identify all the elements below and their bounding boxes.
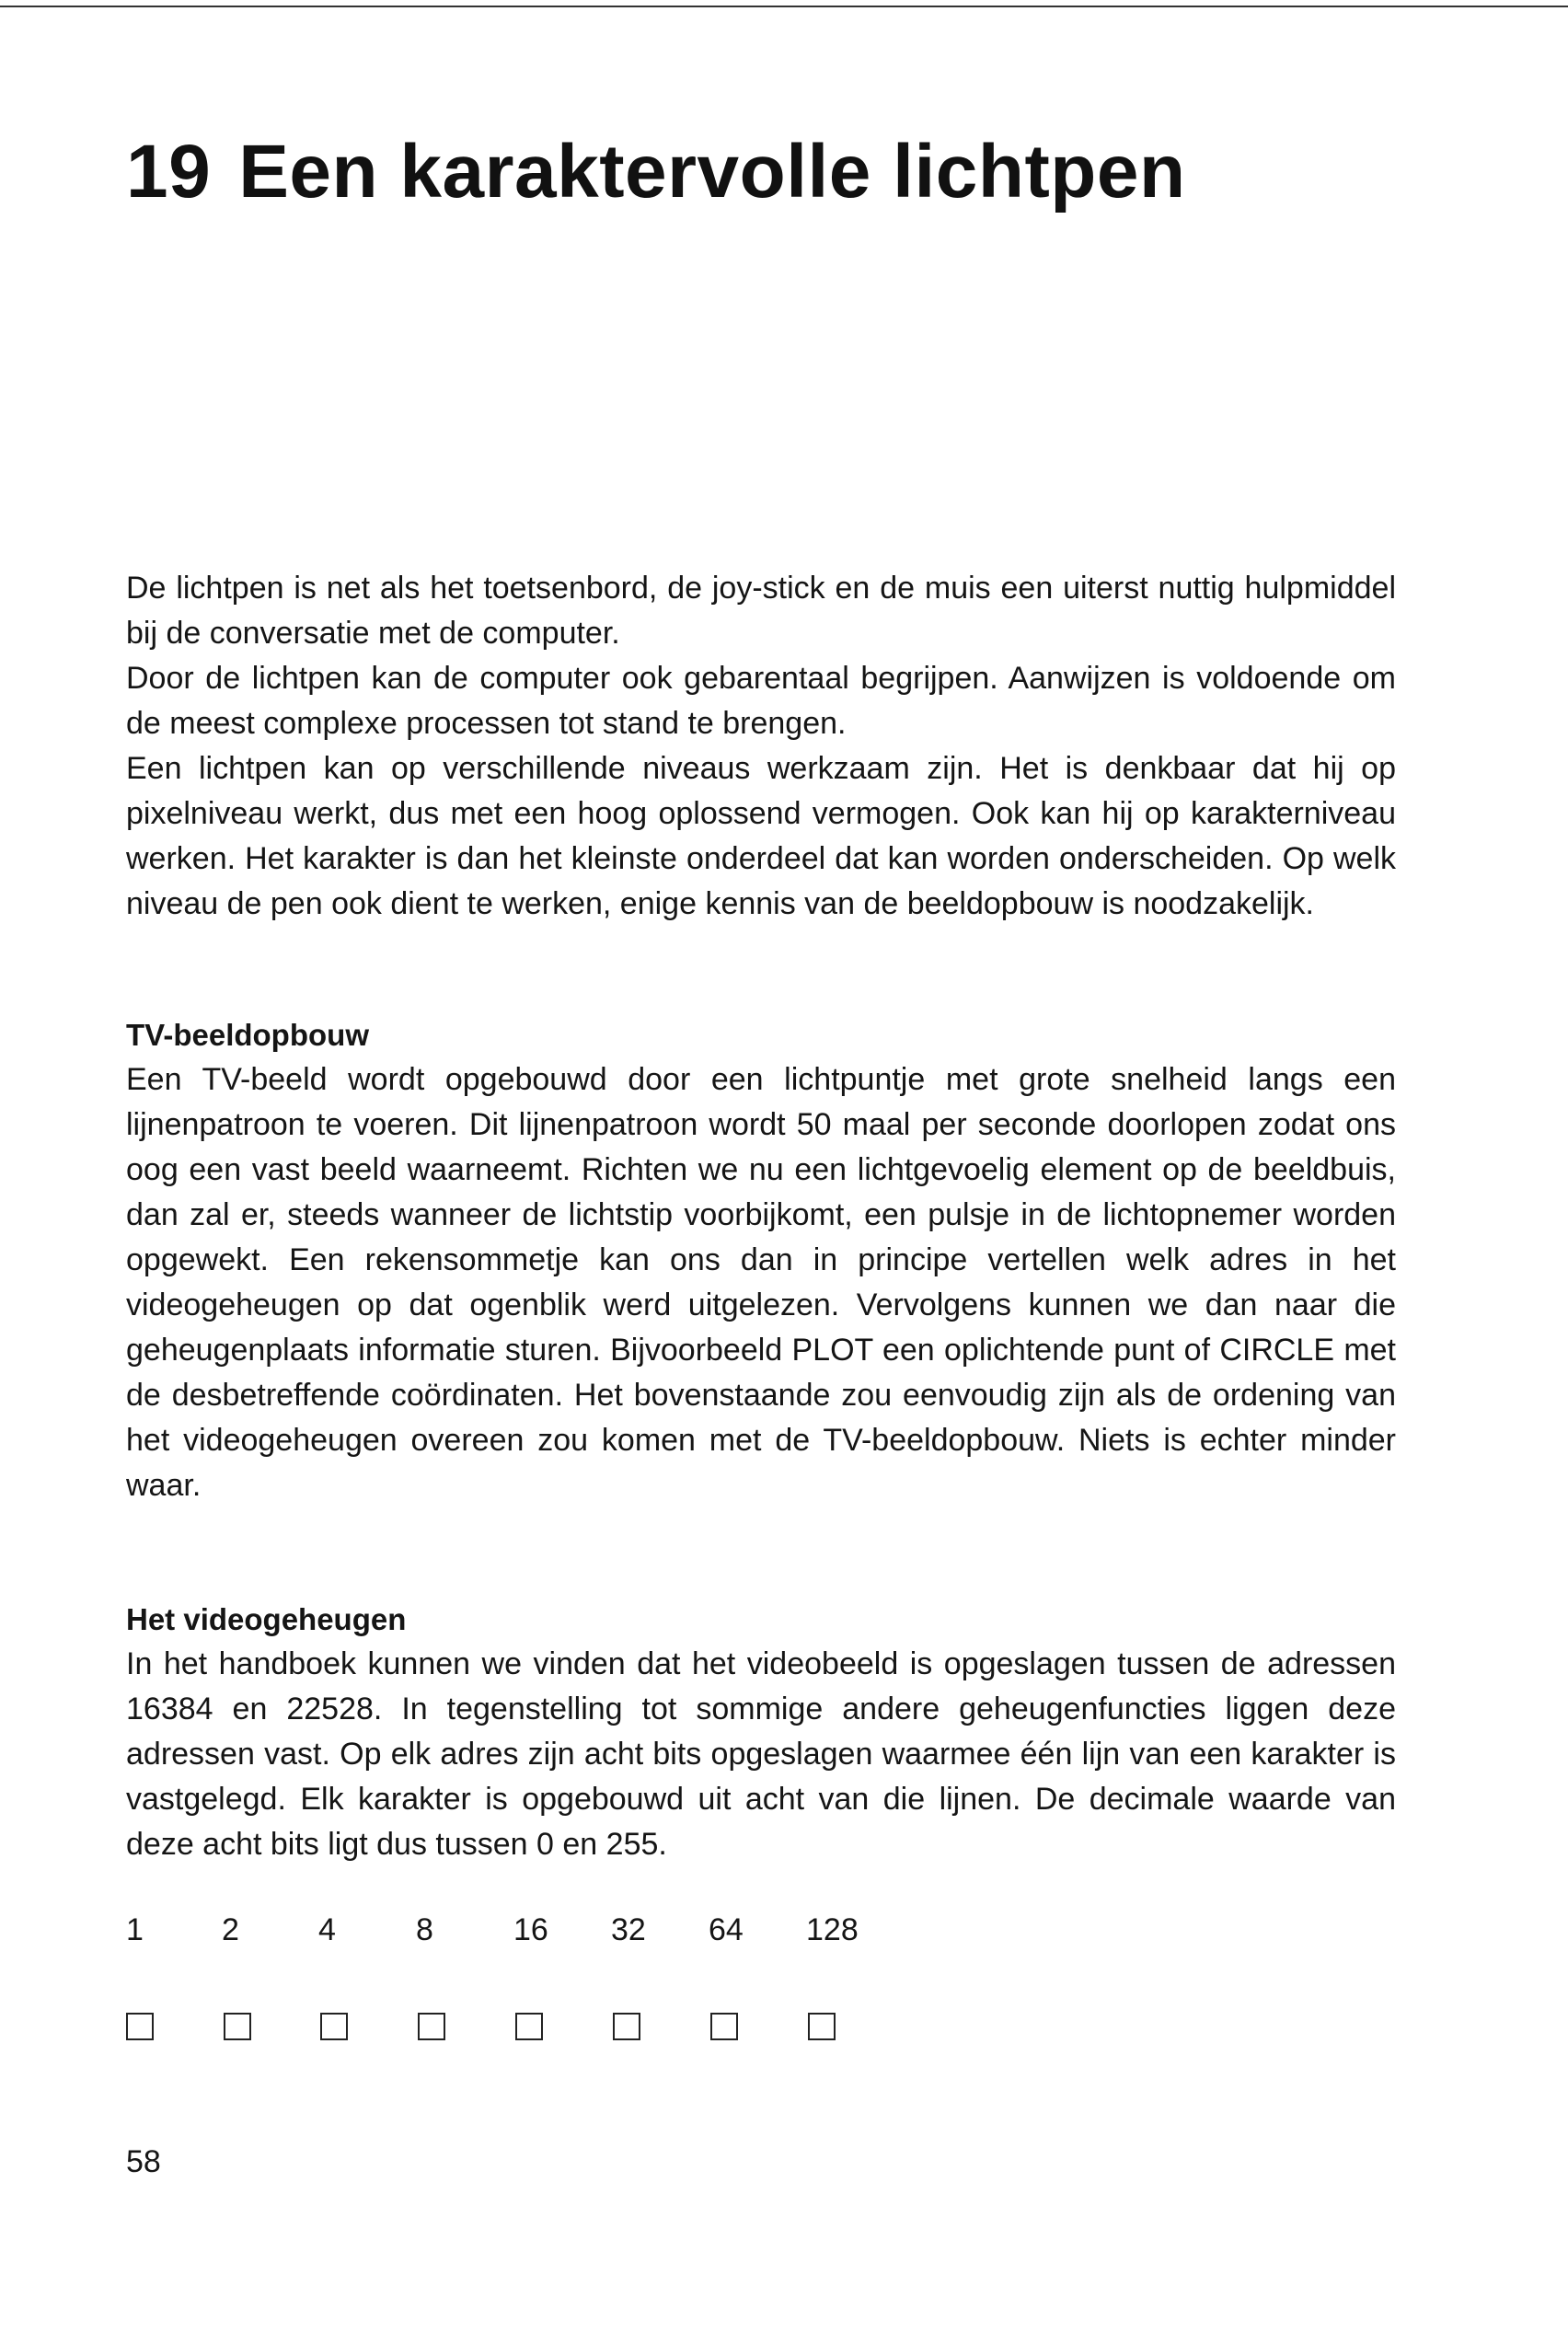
bit-value-label: 32 — [611, 1912, 646, 1947]
bit-box — [224, 2013, 251, 2040]
section-text-video: In het handboek kunnen we vinden dat het videobeeld is opgeslagen tussen de adressen 16384 en 22528. In tegenstelling tot sommige andere geheugenfuncties liggen deze adressen vast. Op elk adres zijn acht bits opgeslagen waarmee één lijn van een karakter is vastgelegd. Elk karakter is opgebouwd uit acht van die lijnen. De decimale waarde van deze acht bits ligt dus tussen 0 en 255. — [126, 1646, 1396, 1862]
bit-box — [320, 2013, 348, 2040]
chapter-title — [126, 129, 1186, 215]
intro-line-1: De lichtpen is net als het toetsenbord, de joy-stick en de muis een uiterst nuttig hulpmiddel bij de conversatie met de computer. — [126, 571, 1396, 651]
bit-value-label: 128 — [806, 1912, 859, 1947]
bit-value-label: 1 — [126, 1912, 144, 1947]
bit-value-label: 2 — [222, 1912, 239, 1947]
top-rule — [0, 6, 1568, 7]
section-heading-tv: TV-beeldopbouw — [126, 1018, 369, 1052]
section-tv-beeldopbouw — [126, 1012, 1396, 1508]
intro-line-2: Door de lichtpen kan de computer ook gebarentaal begrijpen. Aanwijzen is voldoende om de meest complexe processen tot stand te brengen. — [126, 661, 1396, 741]
bit-box — [418, 2013, 445, 2040]
bit-value-label: 64 — [709, 1912, 744, 1947]
page-number: 58 — [126, 2144, 161, 2179]
section-text-tv: Een TV-beeld wordt opgebouwd door een lichtpuntje met grote snelheid langs een lijnenpatroon te voeren. Dit lijnenpatroon wordt 50 maal per seconde doorlopen zodat ons oog een vast beeld waarneemt. Richten we nu een lichtgevoelig element op de beeldbuis, dan zal er, steeds wanneer de lichtstip voorbijkomt, een pulsje in de lichtopnemer worden opgewekt. Een rekensommetje kan ons dan in principe vertellen welk adres in het videogeheugen op dat ogenblik werd uitgelezen. Vervolgens kunnen we dan naar die geheugenplaats informatie sturen. Bijvoorbeeld PLOT een oplichtende punt of CIRCLE met de desbetreffende coördinaten. Het bovenstaande zou eenvoudig zijn als de ordening van het videogeheugen overeen zou komen met de TV-beeldopbouw. Niets is echter minder waar. — [126, 1062, 1396, 1503]
section-heading-video: Het videogeheugen — [126, 1602, 407, 1636]
bit-box — [808, 2013, 836, 2040]
intro-paragraph — [126, 566, 1396, 927]
chapter-title-text: Een karaktervolle lichtpen — [238, 130, 1186, 214]
bit-box — [710, 2013, 738, 2040]
intro-line-3: Een lichtpen kan op verschillende niveaus werkzaam zijn. Het is denkbaar dat hij op pixelniveau werkt, dus met een hoog oplossend vermogen. Ook kan hij op karakterniveau werken. Het karakter is dan het kleinste onderdeel dat kan worden onderscheiden. Op welk niveau de pen ook dient te werken, enige kennis van de beeldopbouw is noodzakelijk. — [126, 751, 1396, 921]
bit-box — [515, 2013, 543, 2040]
chapter-number: 19 — [126, 130, 212, 214]
bit-box — [613, 2013, 640, 2040]
bit-box — [126, 2013, 154, 2040]
bit-value-label: 8 — [416, 1912, 433, 1947]
bit-value-label: 4 — [318, 1912, 336, 1947]
bit-value-label: 16 — [513, 1912, 548, 1947]
section-videogeheugen — [126, 1597, 1396, 1867]
